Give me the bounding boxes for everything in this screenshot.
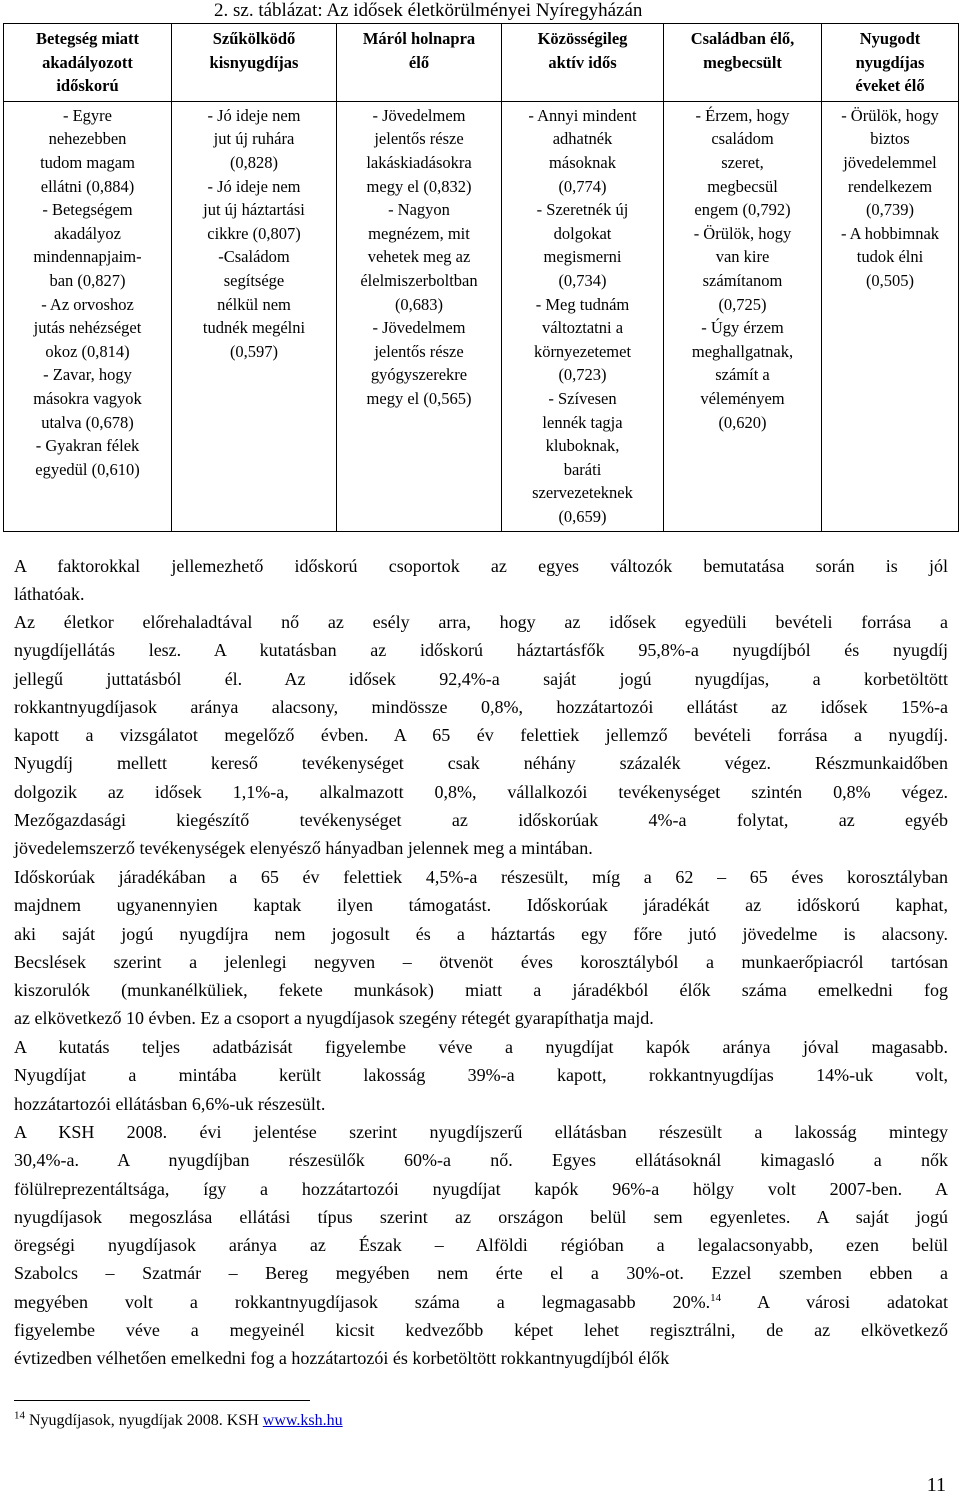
cell-line: adhatnék	[552, 129, 613, 149]
text-line	[14, 1033, 948, 1061]
cell-line: számítanom	[702, 270, 783, 290]
cell-line: megy el (0,565)	[366, 388, 472, 408]
paragraph-database	[14, 1033, 948, 1118]
paragraph-income-sources	[14, 608, 948, 863]
cell-family-valued	[664, 101, 822, 532]
header-line: Családban élő,	[690, 29, 795, 48]
text-line	[14, 1231, 948, 1259]
line-text: nyugdíjasok megoszlása ellátási típus szerint az országon belül sem egyenletes. A saját jogú	[14, 1206, 948, 1227]
cell-line: (0,828)	[229, 152, 279, 172]
line-text: nyugdíjellátás lesz. A kutatásban az időskorú háztartásfők 95,8%-a nyugdíjból és nyugdíj	[14, 640, 948, 661]
header-line: megbecsült	[703, 52, 782, 72]
cell-line: (0,723)	[558, 365, 607, 385]
cell-line: cikkre (0,807)	[207, 223, 301, 243]
paragraph-old-age-allowance	[14, 863, 948, 1033]
paragraph-intro	[14, 552, 948, 609]
cell-line: jut új ruhára	[213, 129, 295, 149]
line-text: rokkantnyugdíjasok aránya alacsony, mindössze 0,8%, hozzátartozói ellátást az idősek 15%-a	[14, 696, 948, 717]
line-text: hozzátartozói ellátásban 6,6%-uk részesült.	[14, 1093, 326, 1114]
line-text: majdnem ugyanennyien kaptak ilyen támogatást. Időskorúak járadékát az időskorú kaphat,	[14, 895, 948, 916]
cell-line: (0,725)	[718, 294, 767, 314]
cell-line: - Meg tudnám	[535, 294, 630, 314]
cell-line: van kire	[715, 247, 770, 267]
cell-line: - Zavar, hogy	[43, 365, 132, 385]
cell-line: (0,734)	[558, 270, 607, 290]
line-text: Nyugdíj mellett kereső tevékenységet csak néhány százalék végez. Részmunkaidőben	[14, 753, 948, 774]
cell-line: nélkül nem	[217, 294, 291, 314]
text-line	[14, 1203, 948, 1231]
line-text: Az életkor előrehaladtával nő az esély arra, hogy az idősek egyedüli bevételi forrása a	[14, 612, 948, 632]
header-community-active	[502, 24, 664, 102]
cell-line: véleményem	[700, 388, 785, 408]
cell-day-to-day	[337, 101, 502, 532]
cell-line: ban (0,827)	[49, 270, 126, 290]
cell-line: - Gyakran félek	[35, 436, 140, 456]
line-text: A kutatás teljes adatbázisát figyelembe véve a nyugdíjat kapók aránya jóval magasabb.	[14, 1037, 948, 1057]
cell-line: - Örülök, hogy	[693, 223, 792, 243]
line-text: 30,4%-a. A nyugdíjban részesülők 60%-a nő. Egyes ellátásoknál kimagasló a nők	[14, 1150, 948, 1171]
text-line	[14, 665, 948, 693]
header-line: akadályozott	[42, 52, 133, 72]
ksh-link[interactable]: www.ksh.hu	[262, 1412, 343, 1429]
header-ill-elderly	[4, 24, 172, 102]
cell-line: kluboknak,	[545, 436, 620, 456]
text-line	[14, 1344, 948, 1372]
cell-line: okoz (0,814)	[45, 341, 130, 361]
header-line: Betegség miatt	[35, 29, 140, 48]
cell-line: akadályoz	[54, 223, 121, 243]
text-line	[14, 806, 948, 834]
line-text: Időskorúak járadékában a 65 év felettiek 4,5%-a részesült, míg a 62 – 65 éves korosztályban	[14, 867, 948, 887]
cell-line: - Jó ideje nem	[207, 105, 301, 125]
cell-community-active	[502, 101, 664, 532]
text-line	[14, 778, 948, 806]
table-header-row	[4, 24, 959, 102]
header-calm-pensioner	[822, 24, 959, 102]
cell-line: mindennapjaim-	[33, 247, 142, 267]
footnote-ref[interactable]: 14	[710, 1291, 722, 1304]
cell-line: - Szívesen	[548, 388, 617, 408]
cell-line: egyedül (0,610)	[35, 459, 140, 479]
cell-line: dolgokat	[553, 223, 612, 243]
cell-line: baráti	[563, 459, 602, 479]
text-line	[14, 834, 948, 862]
cell-line: másoknak	[549, 152, 616, 172]
line-text: A KSH 2008. évi jelentése szerint nyugdíjszerű ellátásban részesült a lakosság mintegy	[14, 1122, 948, 1142]
cell-line: jutás nehézséget	[33, 318, 142, 338]
line-text: kapott a vizsgálatot megelőző évben. A 65 év felettiek jellemző bevételi forrása a nyugdíj.	[14, 725, 948, 746]
text-line	[14, 1090, 948, 1118]
cell-line: élelmiszerboltban	[360, 270, 478, 290]
cell-line: rendelkezem	[847, 176, 933, 196]
header-line: kisnyugdíjas	[209, 52, 299, 72]
text-line	[14, 920, 948, 948]
header-line: Közösségileg	[537, 29, 628, 48]
footnote-text: Nyugdíjasok, nyugdíjak 2008. KSH	[29, 1412, 263, 1429]
cell-line: (0,620)	[718, 412, 767, 432]
cell-line: (0,597)	[229, 341, 279, 361]
line-text: Becslések szerint a jelenlegi negyven – ötvenöt éves korosztályból a munkaerőpiacról tartósan	[14, 951, 948, 972]
cell-line: - Jó ideje nem	[207, 176, 301, 196]
table-caption: 2. sz. táblázat: Az idősek életkörülményei Nyíregyházán	[214, 0, 643, 21]
line-text: dolgozik az idősek 1,1%-a, alkalmazott 0,8%, vállalkozói tevékenységet szintén 0,8% végez.	[14, 781, 948, 802]
line-text: fölülreprezentáltsága, így a hozzátartozói nyugdíjat kapók 96%-a hölgy volt 2007-ben. A	[14, 1178, 948, 1199]
table-row	[4, 101, 959, 532]
line-text: láthatóak.	[14, 584, 85, 605]
cell-line: - A hobbimnak	[840, 223, 940, 243]
cell-line: lakáskiadásokra	[366, 152, 472, 172]
cell-line: nehezebben	[48, 129, 127, 149]
cell-line: utalva (0,678)	[41, 412, 134, 432]
header-line: Nyugodt	[859, 29, 921, 48]
text-line	[14, 552, 948, 580]
cell-line: - Érzem, hogy	[695, 105, 790, 125]
text-line	[14, 1146, 948, 1174]
page-number: 11	[926, 1474, 946, 1496]
cell-line: szervezeteknek	[532, 483, 633, 503]
cell-line: - Úgy érzem	[701, 318, 784, 338]
text-line	[14, 1316, 948, 1344]
cell-line: lennék tagja	[542, 412, 623, 432]
cell-line: jövedelemmel	[843, 152, 937, 172]
cell-line: - Nagyon	[388, 200, 450, 220]
header-line: időskorú	[56, 76, 119, 96]
text-line	[14, 976, 948, 1004]
cell-line: meghallgatnak,	[691, 341, 794, 361]
cell-line: (0,739)	[865, 200, 915, 220]
cell-line: -Családom	[218, 247, 290, 267]
header-line: Szűkölködő	[212, 29, 296, 48]
header-line: nyugdíjas	[855, 52, 925, 72]
cell-line: engem (0,792)	[694, 200, 791, 220]
cell-line: - Az orvoshoz	[41, 294, 134, 314]
text-line	[14, 863, 948, 891]
cell-line: segítsége	[223, 270, 285, 290]
cell-line: ellátni (0,884)	[40, 176, 135, 196]
cell-line: megy el (0,832)	[366, 176, 472, 196]
cell-line: jelentős része	[374, 341, 464, 361]
cell-line: - Jövedelmem	[372, 105, 466, 125]
line-text: jövedelemszerző tevékenységek elenyésző hányadban jelennek meg a mintában.	[14, 838, 593, 859]
line-text: évtizedben vélhetően emelkedni fog a hozzátartozói és korbetöltött rokkantnyugdíjból élők	[14, 1348, 670, 1369]
cell-line: tudnék megélni	[202, 318, 306, 338]
cell-line: jelentős része	[374, 129, 464, 149]
cell-line: (0,774)	[558, 176, 607, 196]
cell-line: vehetek meg az	[367, 247, 471, 267]
line-text: öregségi nyugdíjasok aránya az Észak – Alföldi régióban a legalacsonyabb, ezen belül	[14, 1235, 948, 1256]
text-line	[14, 580, 948, 608]
line-text: A faktorokkal jellemezhető időskorú csoportok az egyes változók bemutatása során is jól	[14, 556, 948, 576]
line-text: aki saját jogú nyugdíjra nem jogosult és a háztartás egy főre jutó jövedelme is alacsony.	[14, 923, 948, 944]
header-line: éveket élő	[855, 76, 925, 96]
cell-line: szeret,	[721, 152, 764, 172]
cell-line: - Jövedelmem	[372, 318, 466, 338]
cell-line: (0,683)	[394, 294, 444, 314]
cell-line: megismerni	[543, 247, 622, 267]
cell-line: - Betegségem	[42, 200, 133, 220]
cell-line: másokra vagyok	[33, 388, 142, 408]
line-text: Szabolcs – Szatmár – Bereg megyében nem érte el a 30%-ot. Ezzel szemben ebben a	[14, 1263, 948, 1284]
text-line	[14, 891, 948, 919]
text-line	[14, 1288, 948, 1316]
text-line	[14, 636, 948, 664]
cell-line: - Szeretnék új	[536, 200, 629, 220]
cell-line: gyógyszerekre	[370, 365, 468, 385]
text-line	[14, 749, 948, 777]
text-line	[14, 1259, 948, 1287]
line-text: figyelembe véve a megyeinél kicsit kedvezőbb képet lehet regisztrálni, de az elkövetkező	[14, 1320, 948, 1341]
header-day-to-day	[337, 24, 502, 102]
cell-line: (0,659)	[558, 506, 607, 526]
header-family-valued	[664, 24, 822, 102]
cell-line: környezetemet	[533, 341, 632, 361]
line-text: jellegű juttatásból él. Az idősek 92,4%-a saját jogú nyugdíjas, a korbetöltött	[14, 668, 948, 689]
text-line	[14, 1118, 948, 1146]
cell-line: - Egyre	[62, 105, 113, 125]
footnote-number: 14	[14, 1409, 25, 1422]
text-line	[14, 693, 948, 721]
line-text: Nyugdíjat a mintába került lakosság 39%-a kapott, rokkantnyugdíjas 14%-uk volt,	[14, 1065, 948, 1086]
cell-line: biztos	[870, 129, 910, 149]
factor-table	[3, 23, 959, 532]
cell-ill-elderly	[4, 101, 172, 532]
text-line	[14, 1175, 948, 1203]
header-line: élő	[408, 52, 430, 72]
line-text: megyében volt a rokkantnyugdíjasok száma a legmagasabb 20%.	[14, 1291, 711, 1312]
cell-line: (0,505)	[865, 270, 915, 290]
footnote-divider	[14, 1400, 310, 1401]
text-line	[14, 1061, 948, 1089]
text-line	[14, 721, 948, 749]
line-continuation: A városi adatokat	[757, 1291, 949, 1312]
cell-line: jut új háztartási	[203, 200, 305, 220]
footnote	[14, 1410, 343, 1432]
cell-line: megbecsül	[707, 176, 778, 196]
text-line	[14, 948, 948, 976]
line-text: kiszorulók (munkanélküliek, fekete munkások) miatt a járadékból élők száma emelkedni fog	[14, 980, 948, 1001]
text-line	[14, 1004, 948, 1032]
header-poor-pensioner	[172, 24, 337, 102]
cell-line: tudok élni	[856, 247, 924, 267]
line-text: az elkövetkező 10 évben. Ez a csoport a nyugdíjasok szegény rétegét gyarapíthatja majd.	[14, 1008, 654, 1029]
cell-line: számít a	[715, 365, 770, 385]
cell-line: tudom magam	[40, 152, 135, 172]
header-line: Máról holnapra	[362, 29, 476, 48]
cell-line: - Örülök, hogy	[841, 105, 939, 125]
line-text: Mezőgazdasági kiegészítő tevékenységet az időskorúak 4%-a folytat, az egyéb	[14, 810, 948, 831]
cell-line: családom	[711, 129, 774, 149]
text-line	[14, 608, 948, 636]
cell-poor-pensioner	[172, 101, 337, 532]
paragraph-ksh-report	[14, 1118, 948, 1373]
cell-line: megnézem, mit	[368, 223, 470, 243]
header-line: aktív idős	[548, 52, 617, 72]
cell-line: - Annyi mindent	[528, 105, 637, 125]
cell-line: változtatni a	[541, 318, 624, 338]
cell-calm-pensioner	[822, 101, 959, 532]
